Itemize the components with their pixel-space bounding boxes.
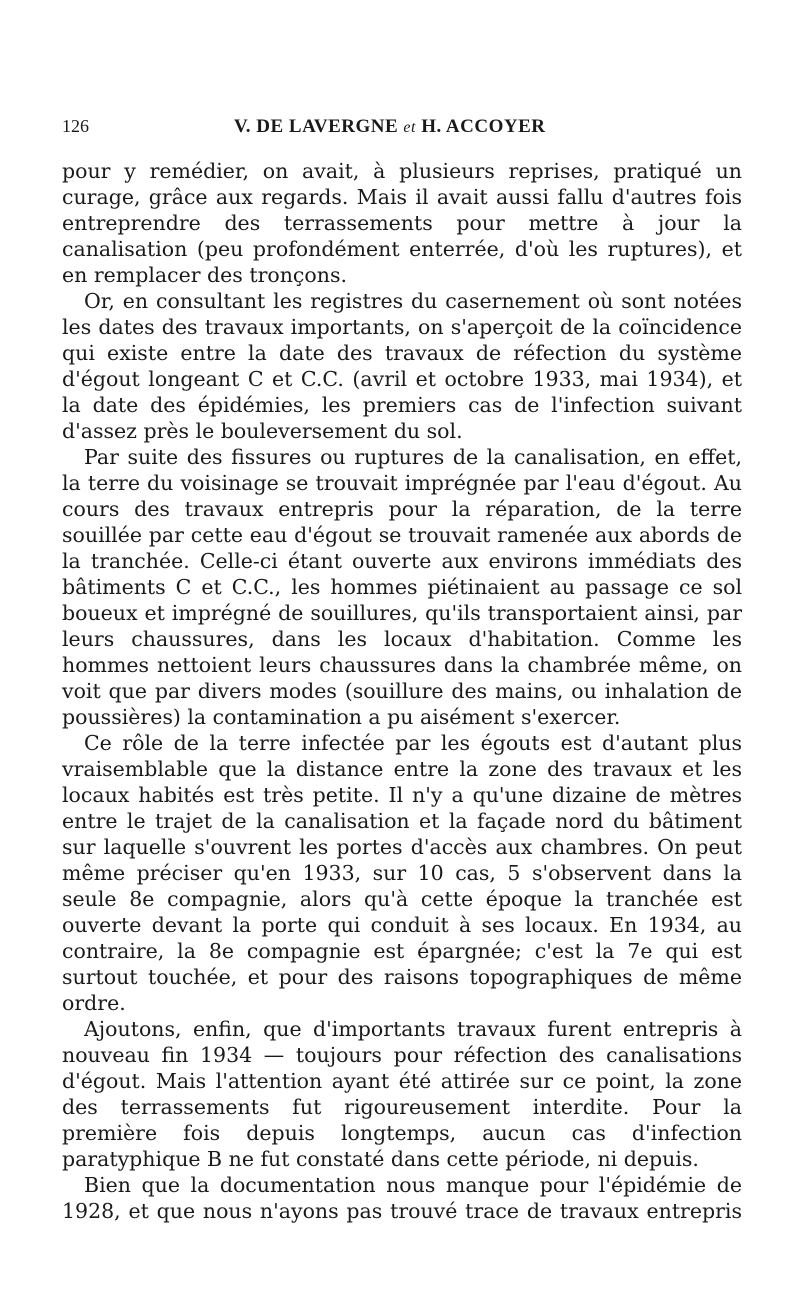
paragraph-2: Or, en consultant les registres du casernement où sont notées les dates des travaux importants, on s'aperçoit de la coïncidence qui existe entre la date des travaux de réfection du système d'égout longeant C et C.C. (avril et octobre 1933, mai 1934), et la date des épidémies, les premiers cas de l'infection suivant d'assez près le bouleversement du sol.	[62, 289, 742, 443]
paragraph-5: Ajoutons, enfin, que d'importants travaux furent entrepris à nouveau fin 1934 — toujours pour réfection des canalisations d'égout. Mais l'attention ayant été attirée sur ce point, la zone des terrassements fut rigoureusement interdite. Pour la première fois depuis longtemps, aucun cas d'infection paratyphique B ne fut constaté dans cette période, ni depuis.	[62, 1017, 742, 1171]
paragraph-4: Ce rôle de la terre infectée par les égouts est d'autant plus vraisemblable que la distance entre la zone des travaux et les locaux habités est très petite. Il n'y a qu'une dizaine de mètres entre le trajet de la canalisation et la façade nord du bâtiment sur laquelle s'ouvrent les portes d'accès aux chambres. On peut même préciser qu'en 1933, sur 10 cas, 5 s'observent dans la seule 8e compagnie, alors qu'à cette époque la tranchée est ouverte devant la porte qui conduit à ses locaux. En 1934, au contraire, la 8e compagnie est épargnée; c'est la 7e qui est surtout touchée, et pour des raisons topographiques de même ordre.	[62, 731, 742, 1015]
page	[62, 108, 742, 1224]
paragraph-3: Par suite des fissures ou ruptures de la canalisation, en effet, la terre du voisinage se trouvait imprégnée par l'eau d'égout. Au cours des travaux entrepris pour la réparation, de la terre souillée par cette eau d'égout se trouvait ramenée aux abords de la tranchée. Celle-ci étant ouverte aux environs immédiats des bâtiments C et C.C., les hommes piétinaient au passage ce sol boueux et imprégné de souillures, qu'ils transportaient ainsi, par leurs chaussures, dans les locaux d'habitation. Comme les hommes nettoient leurs chaussures dans la chambrée même, on voit que par divers modes (souillure des mains, ou inhalation de poussières) la contamination a pu aisément s'exercer.	[62, 445, 742, 729]
running-head-authors	[234, 116, 546, 138]
author-accoyer: H. ACCOYER	[421, 116, 546, 137]
paragraph-6: Bien que la documentation nous manque pour l'épidémie de 1928, et que nous n'ayons pas trouvé trace de travaux entrepris	[62, 1173, 742, 1223]
author-conjunction: et	[403, 119, 416, 136]
page-number: 126	[62, 116, 89, 136]
author-lavergne: V. DE LAVERGNE	[234, 116, 399, 137]
running-header	[62, 108, 742, 138]
paragraph-1: pour y remédier, on avait, à plusieurs reprises, pratiqué un curage, grâce aux regards. Mais il avait aussi fallu d'autres fois entreprendre des terrassements pour mettre à jour la canalisation (peu profondément enterrée, d'où les ruptures), et en remplacer des tronçons.	[62, 159, 742, 287]
body-text	[62, 158, 742, 1224]
